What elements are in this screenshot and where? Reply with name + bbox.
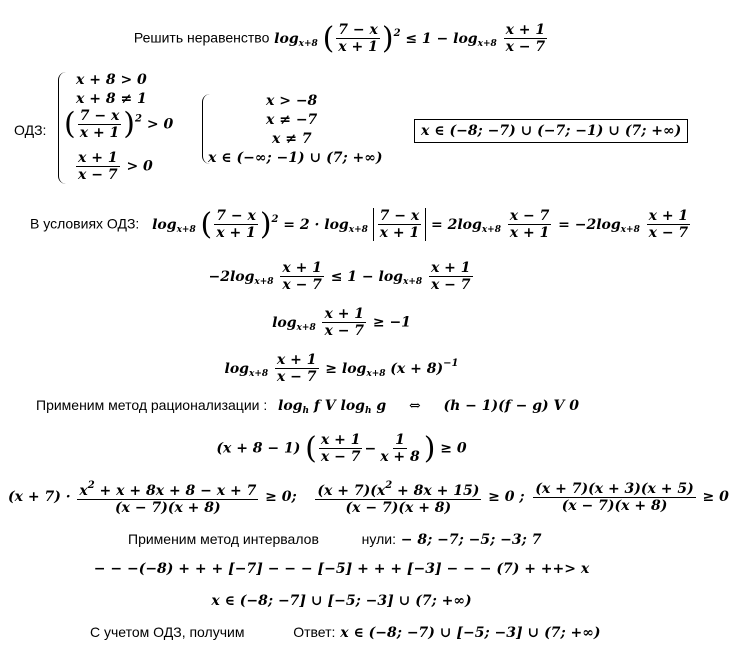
step6-line: (x + 7) · $\frac{x^2 + x + 8x + 8 - x + 7}{(x - 7)(x + 8)}$ ≥ 0; $\frac{(x + 7)(x^2 + 8x + 15)}{(x - 7)(x + 8)}$ ≥ 0 ; $\frac{(x + 7)(x + 3)(x + 5)}{(x - 7)(x + 8)}$ ≥ 0: [8, 480, 729, 516]
odz-cond1: x + 8 > 0: [76, 72, 147, 88]
final-line: [90, 623, 601, 642]
lhs-log: $\log_{x+8}$: [274, 30, 318, 49]
rhs-relation: ≤ $1 - \log_{x+8}$: [405, 30, 497, 49]
step2-line: $-2\log_{x+8}$ $\frac{x + 1}{x - 7}$ ≤ $1 - \log_{x+8}$ $\frac{x + 1}{x - 7}$: [208, 260, 471, 293]
step4-line: $\log_{x+8}$ $\frac{x + 1}{x - 7}$ ≥ $\log_{x+8} (x + 8)^{-1}$: [224, 352, 459, 385]
zeros-values: − 8; −7; −5; −3; 7: [400, 532, 542, 548]
step1-line: В условиях ОДЗ: $\log_{x+8}$ ( $\frac{7 - x}{x + 1}$ )$^2 = 2 \cdot \log_{x+8}$ $\frac{7 - x}{x + 1}$ = $2\log_{x+8}$ $\frac{x - 7}{x + 1}$ = $-2\log_{x+8}$ $\frac{x + 1}{x - 7}$: [30, 206, 689, 242]
interval-solution: x ∈ (−8; −7] ∪ [−5; −3] ∪ (7; +∞): [211, 593, 472, 609]
method-line: Применим метод рационализации : $\log_h f$ V $\log_h g$ ⇔ (h − 1)(f − g) V 0: [36, 397, 580, 416]
problem-label: Решить неравенство: [133, 29, 270, 46]
step3-line: $\log_{x+8}$ $\frac{x + 1}{x - 7}$ ≥ −1: [272, 306, 411, 339]
final-label: С учетом ОДЗ, получим: [90, 624, 245, 640]
intervals-line: [128, 530, 541, 549]
final-answer: x ∈ (−8; −7) ∪ [−5; −3] ∪ (7; +∞): [340, 625, 601, 641]
odz-label: ОДЗ:: [14, 122, 47, 138]
odz-cond3: ( $\frac{7 - x}{x + 1}$ )$^2$ > 0: [64, 106, 174, 142]
problem-statement: [0, 22, 683, 55]
rhs-fraction: $\frac{x + 1}{x - 7}$: [505, 22, 546, 55]
odz-res1: x > −8: [266, 93, 318, 109]
zeros-label: нули:: [361, 531, 396, 547]
odz-cond4: $\frac{x + 1}{x - 7}$ > 0: [78, 150, 153, 183]
odz-cond2: x + 8 ≠ 1: [76, 91, 147, 107]
lhs-power-fraction: ( $\frac{7 - x}{x + 1}$ )$^2$: [322, 20, 401, 56]
odz-res3: x ≠ 7: [272, 131, 312, 147]
answer-label: Ответ:: [293, 624, 336, 640]
odz-res4: x ∈ (−∞; −1) ∪ (7; +∞): [208, 150, 383, 166]
method-label: Применим метод рационализации :: [36, 397, 268, 413]
step1-label: В условиях ОДЗ:: [30, 215, 140, 232]
step5-line: (x + 8 − 1) ( $\frac{x + 1}{x - 7}$ − $\frac{1}{x + 8}$ ) ≥ 0: [216, 430, 467, 466]
sign-chart: − − −(−8) + + + [−7] − − − [−5] + + + [−3] − − − (7) + ++> x: [93, 561, 590, 577]
odz-res2: x ≠ −7: [266, 112, 318, 128]
intervals-label: Применим метод интервалов: [128, 531, 319, 547]
odz-answer-box: x ∈ (−8; −7) ∪ (−7; −1) ∪ (7; +∞): [414, 119, 688, 143]
